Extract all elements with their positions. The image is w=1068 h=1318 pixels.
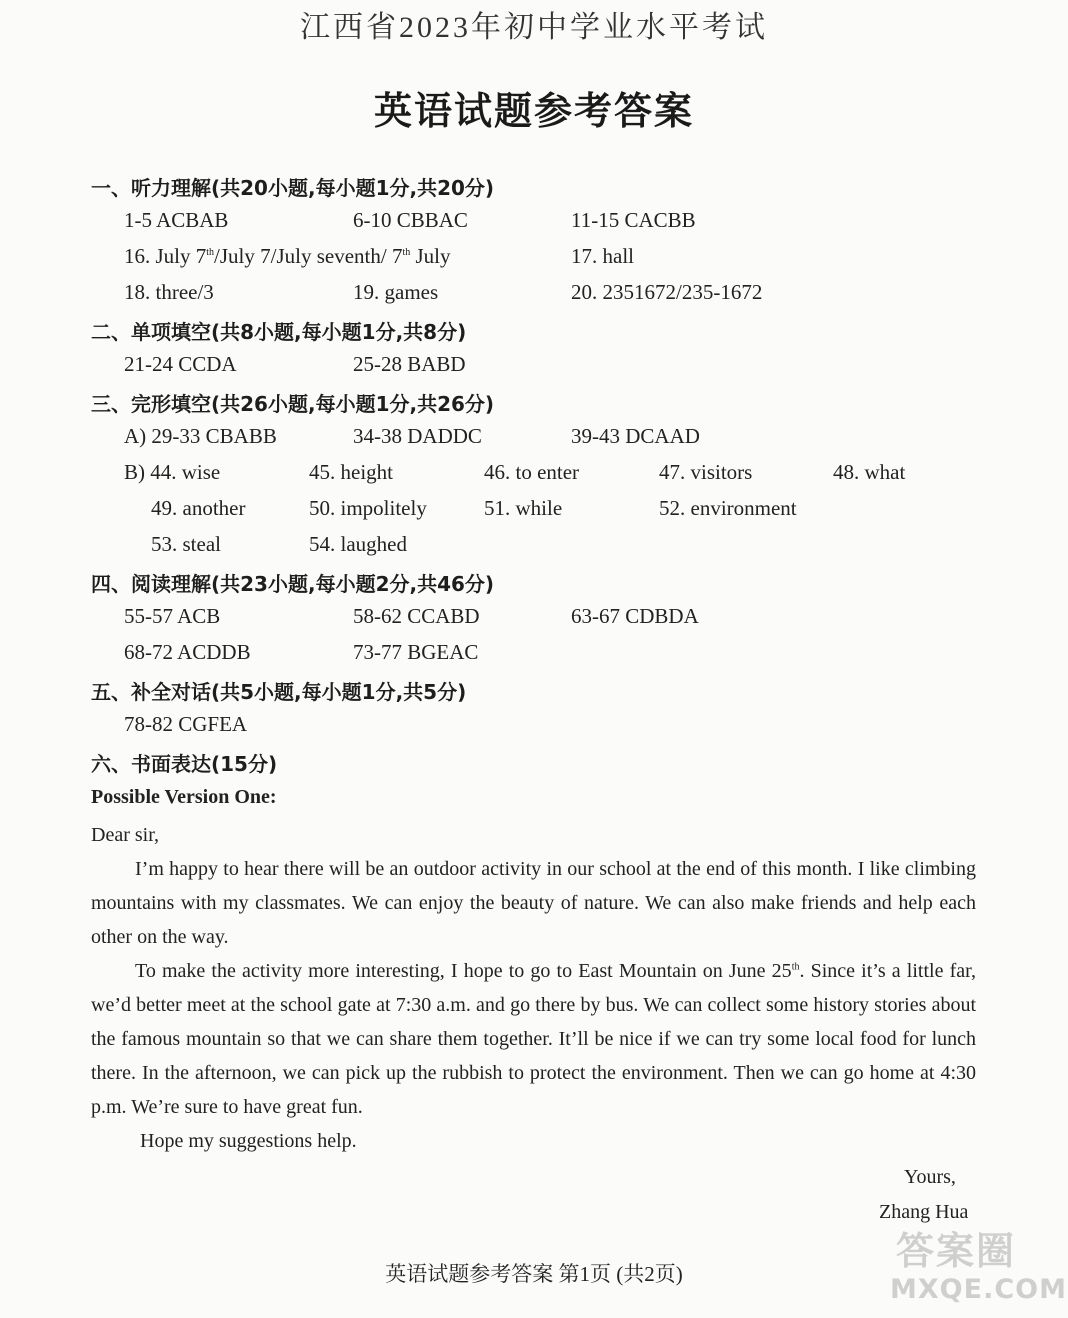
answer-29-33: A) 29-33 CBABB [124,424,277,448]
answer-55-57: 55-57 ACB [124,604,221,628]
answer-52: 52. environment [659,496,797,520]
answer-51: 51. while [484,496,563,520]
essay-paragraph-2 [91,954,976,1124]
answer-20: 20. 2351672/235-1672 [571,280,763,304]
answer-17: 17. hall [571,244,634,268]
exam-title: 江西省2023年初中学业水平考试 [300,11,768,44]
section-2-heading: 二、单项填空(共8小题,每小题1分,共8分) [91,320,467,344]
answer-16-part2: /July 7/July seventh/ 7 [214,244,403,268]
essay-paragraph-3: Hope my suggestions help. [140,1130,357,1152]
essay-closing: Yours, [904,1166,956,1188]
answer-47: 47. visitors [659,460,753,484]
section-4-heading: 四、阅读理解(共23小题,每小题2分,共46分) [91,572,495,596]
answer-58-62: 58-62 CCABD [353,604,480,628]
watermark-line-1: 答案圈 [896,1229,1017,1273]
answer-16-sup2: th [402,247,411,258]
answer-45: 45. height [309,460,393,484]
answer-68-72: 68-72 ACDDB [124,640,251,664]
essay-paragraph-1: I’m happy to hear there will be an outdoor activity in our school at the end of this month. I like climbing mountains with my classmates. We can enjoy the beauty of nature. We can also make friends and help each other on the way. [91,858,976,948]
answer-48: 48. what [833,460,906,484]
answer-21-24: 21-24 CCDA [124,352,237,376]
essay-paragraph-2-part2: . Since it’s a little far, we’d better meet at the school gate at 7:30 a.m. and go there by bus. We can collect some history stories about the famous mountain so that we can share them together. It’ll be nice if we can try some local food for lunch there. In the afternoon, we can pick up the rubbish to protect the environment. Then we can go home at 4:30 p.m. We’re sure to have great fun. [91,960,976,1118]
answer-6-10: 6-10 CBBAC [353,208,468,232]
answer-78-82: 78-82 CGFEA [124,712,248,736]
answer-1-5: 1-5 ACBAB [124,208,229,232]
answer-25-28: 25-28 BABD [353,352,466,376]
section-5-heading: 五、补全对话(共5小题,每小题1分,共5分) [91,680,467,704]
essay-salutation: Dear sir, [91,824,160,846]
answer-16-part3: July [410,244,451,268]
section-1-heading: 一、听力理解(共20小题,每小题1分,共20分) [91,176,495,200]
essay-body [91,818,976,1158]
watermark-logo [890,1216,1067,1316]
answer-16-sup1: th [206,247,215,258]
section-3-heading: 三、完形填空(共26小题,每小题1分,共26分) [91,392,495,416]
page-footer: 英语试题参考答案 第1页 (共2页) [385,1262,683,1286]
answer-16 [124,244,451,269]
answer-73-77: 73-77 BGEAC [353,640,479,664]
answer-34-38: 34-38 DADDC [353,424,482,448]
answer-18: 18. three/3 [124,280,214,304]
document-title: 英语试题参考答案 [373,89,694,133]
answer-53: 53. steal [151,532,221,556]
answer-54: 54. laughed [309,532,407,556]
answer-50: 50. impolitely [309,496,427,520]
answer-63-67: 63-67 CDBDA [571,604,699,628]
answer-44: B) 44. wise [124,460,221,484]
essay-paragraph-2-part1: To make the activity more interesting, I hope to go to East Mountain on June 25 [135,960,792,982]
answer-39-43: 39-43 DCAAD [571,424,700,448]
essay-signature: Zhang Hua [879,1201,969,1223]
possible-version-label: Possible Version One: [91,786,277,808]
watermark-line-2: MXQE.COM [890,1274,1067,1305]
answer-19: 19. games [353,280,439,304]
answer-11-15: 11-15 CACBB [571,208,696,232]
answer-49: 49. another [151,496,246,520]
answer-46: 46. to enter [484,460,580,484]
section-6-heading: 六、书面表达(15分) [91,752,278,776]
answer-16-part1: 16. July 7 [124,244,207,268]
essay-paragraph-2-sup: th [791,961,800,973]
